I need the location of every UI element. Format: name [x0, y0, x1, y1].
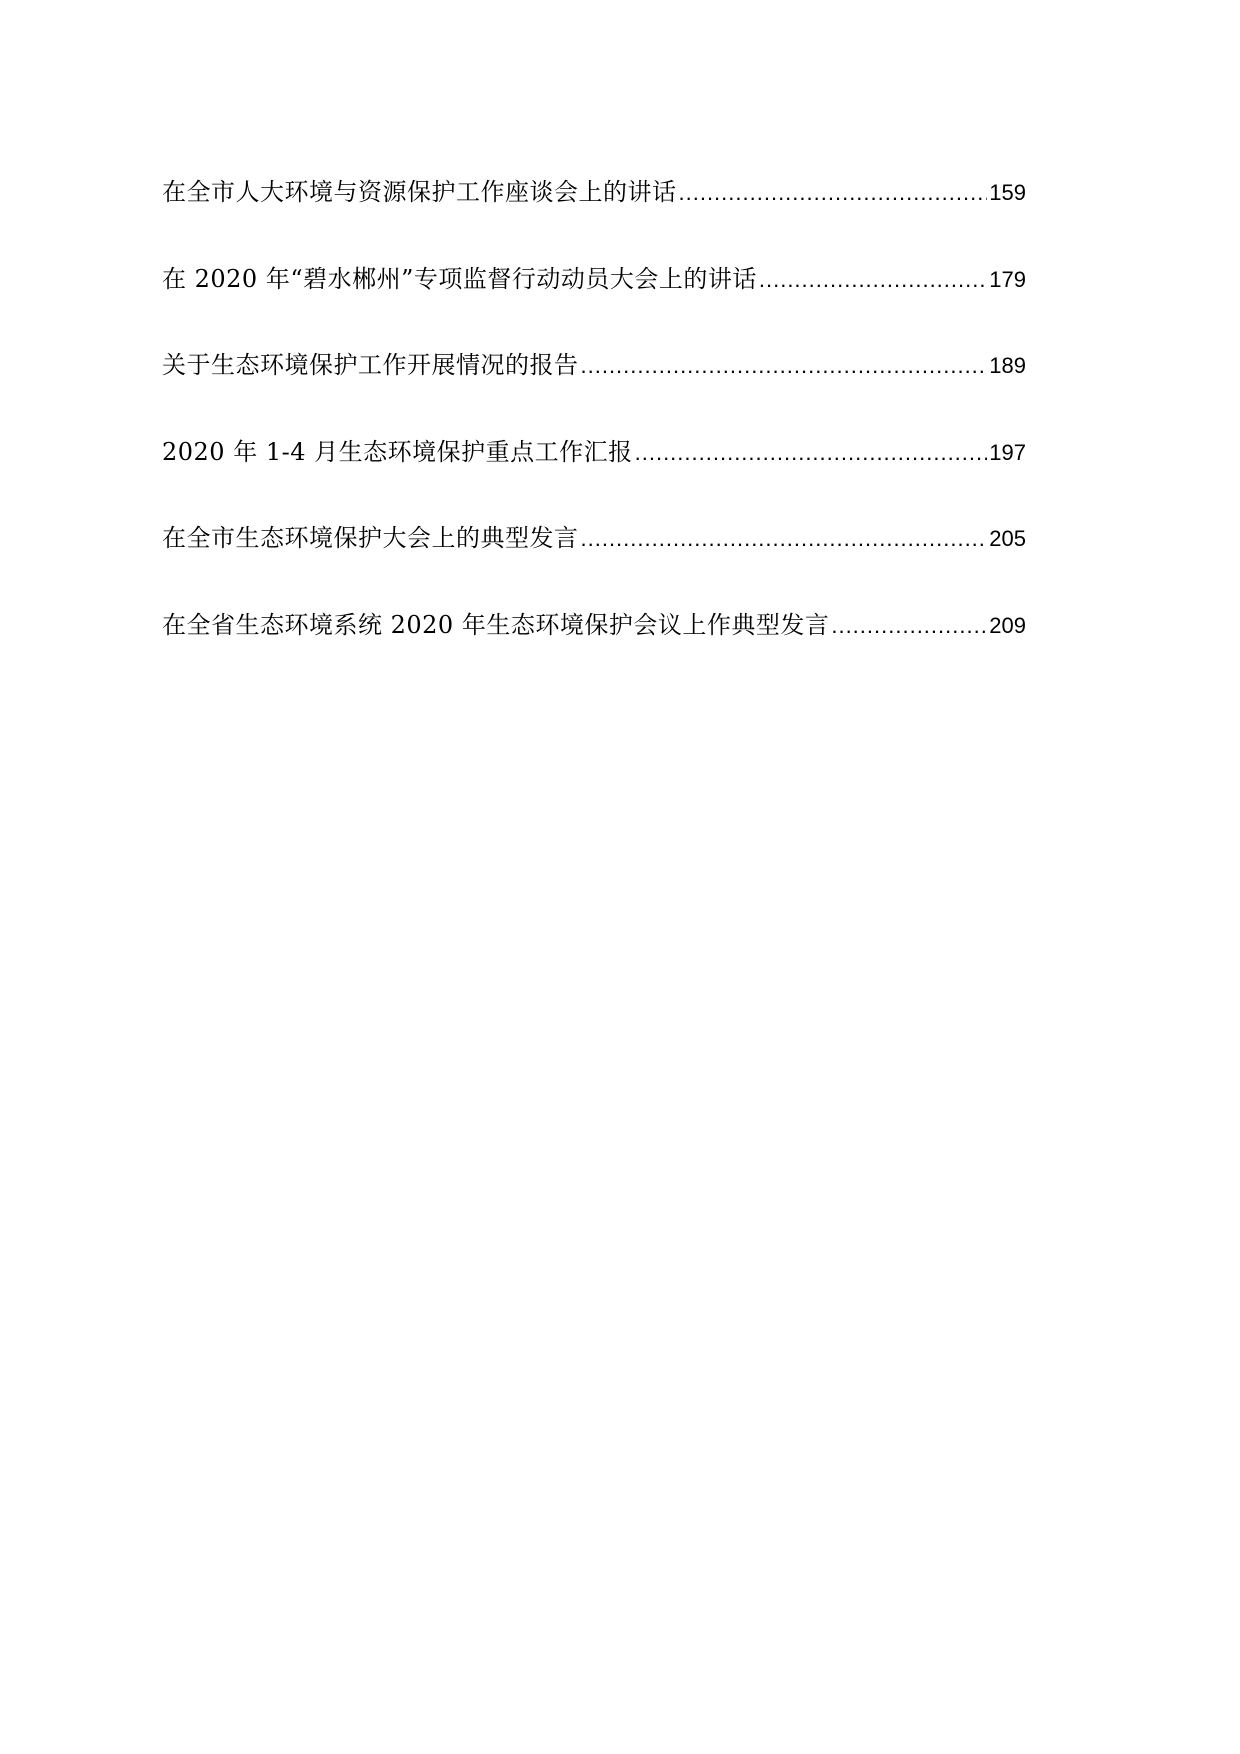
toc-dot-leader	[757, 267, 987, 293]
toc-entry-title: 在全市人大环境与资源保护工作座谈会上的讲话	[162, 178, 677, 206]
toc-entry[interactable]	[162, 259, 1026, 346]
table-of-contents	[162, 172, 1026, 691]
toc-dot-leader	[579, 526, 988, 552]
toc-entry[interactable]	[162, 605, 1026, 692]
toc-entry-title: 2020 年 1-4 月生态环境保护重点工作汇报	[162, 437, 633, 466]
toc-entry-title: 在 2020 年“碧水郴州”专项监督行动动员大会上的讲话	[162, 264, 757, 293]
toc-entry[interactable]	[162, 345, 1026, 432]
toc-page-number: 209	[989, 612, 1026, 638]
toc-page-number: 179	[989, 266, 1026, 292]
toc-dot-leader	[579, 353, 988, 379]
toc-page-number: 197	[989, 439, 1026, 465]
toc-page-number: 159	[989, 180, 1026, 205]
toc-page-number: 189	[989, 353, 1026, 378]
toc-entry-title: 在全省生态环境系统 2020 年生态环境保护会议上作典型发言	[162, 610, 830, 639]
toc-entry-title: 在全市生态环境保护大会上的典型发言	[162, 524, 579, 552]
toc-dot-leader	[829, 613, 987, 639]
toc-dot-leader	[677, 180, 988, 206]
toc-page-number: 205	[989, 526, 1026, 551]
toc-entry[interactable]	[162, 432, 1026, 519]
toc-dot-leader	[633, 440, 988, 466]
toc-entry[interactable]	[162, 172, 1026, 259]
toc-entry[interactable]	[162, 518, 1026, 605]
toc-entry-title: 关于生态环境保护工作开展情况的报告	[162, 351, 579, 379]
